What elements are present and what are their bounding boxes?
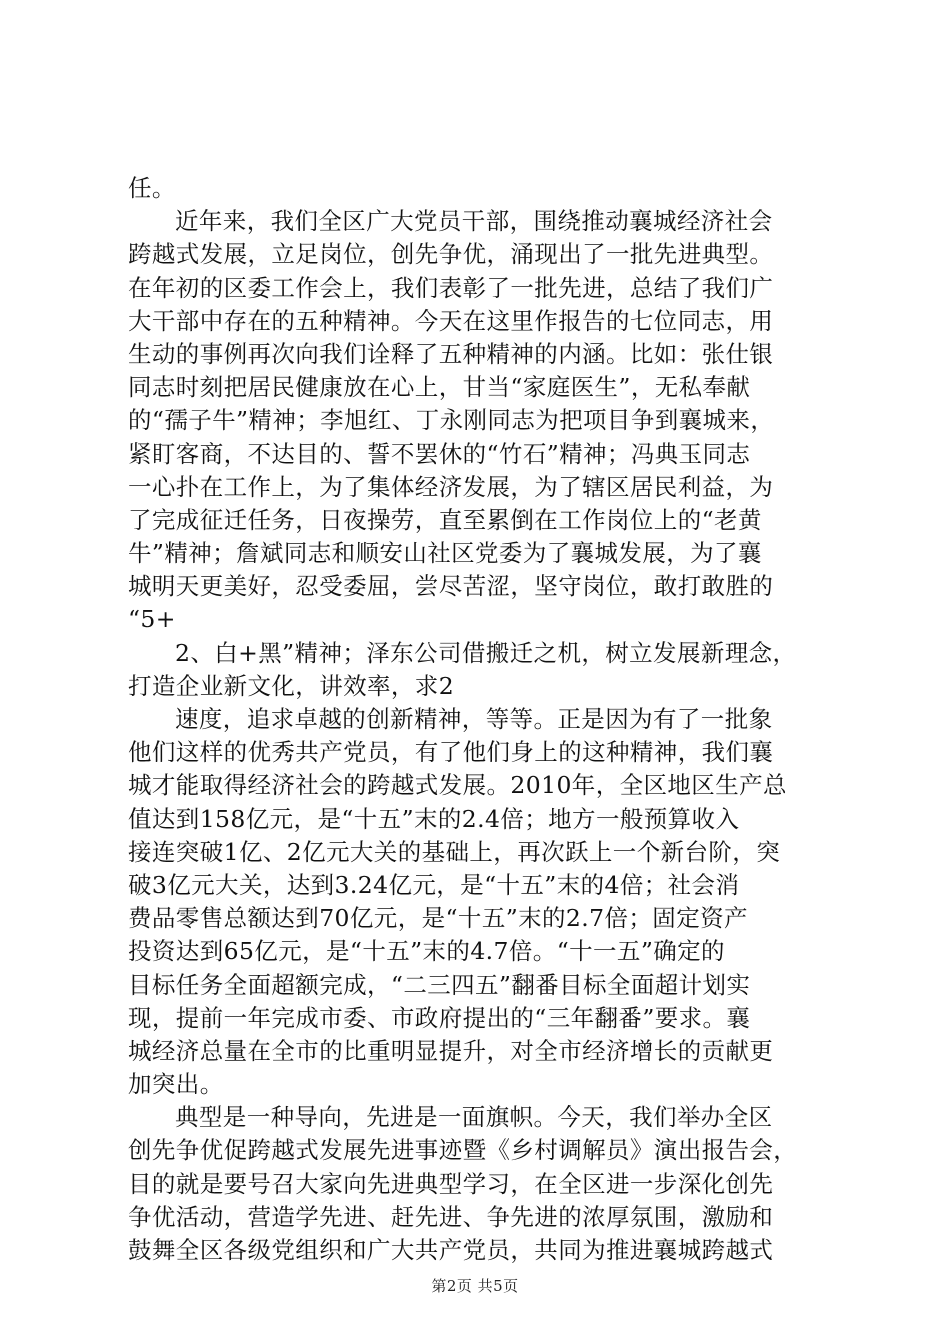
paragraph-start-line: 2、白+黑”精神；泽东公司借搬迁之机，树立发展新理念，: [175, 638, 797, 667]
paragraph-start-line: 近年来，我们全区广大党员干部，围绕推动襄城经济社会: [175, 207, 773, 236]
text-line: 生动的事例再次向我们诠释了五种精神的内涵。比如：张仕银: [128, 339, 774, 368]
text-line: 目的就是要号召大家向先进典型学习，在全区进一步深化创先: [128, 1169, 774, 1198]
text-line: 跨越式发展，立足岗位，创先争优，涌现出了一批先进典型。: [128, 240, 774, 269]
text-line: 牛”精神；詹斌同志和顺安山社区党委为了襄城发展，为了襄: [128, 539, 762, 568]
text-line: 投资达到65亿元，是“十五”末的4.7倍。“十一五”确定的: [128, 937, 725, 966]
text-line: 紧盯客商，不达目的、誓不罢休的“竹石”精神；冯典玉同志: [128, 439, 751, 468]
text-line: 了完成征迁任务，日夜操劳，直至累倒在工作岗位上的“老黄: [128, 505, 762, 534]
text-line: 城经济总量在全市的比重明显提升，对全市经济增长的贡献更: [128, 1036, 774, 1065]
text-line: 值达到158亿元，是“十五”末的2.4倍；地方一般预算收入: [128, 804, 740, 833]
text-line: “5+: [128, 605, 176, 634]
text-line: 加突出。: [128, 1070, 224, 1099]
text-line: 大干部中存在的五种精神。今天在这里作报告的七位同志，用: [128, 306, 774, 335]
text-line: 接连突破1亿、2亿元大关的基础上，再次跃上一个新台阶，突: [128, 837, 781, 866]
text-line: 现，提前一年完成市委、市政府提出的“三年翻番”要求。襄: [128, 1003, 751, 1032]
body-text: [128, 172, 828, 1267]
text-line: 一心扑在工作上，为了集体经济发展，为了辖区居民利益，为: [128, 472, 774, 501]
paragraph-start-line: 速度，追求卓越的创新精神，等等。正是因为有了一批象: [175, 705, 773, 733]
text-line: 在年初的区委工作会上，我们表彰了一批先进，总结了我们广: [128, 273, 774, 302]
paragraph-start-line: 典型是一种导向，先进是一面旗帜。今天，我们举办全区: [175, 1103, 773, 1132]
text-line: 同志时刻把居民健康放在心上，甘当“家庭医生”，无私奉献: [128, 373, 751, 402]
page-footer: 第2页 共5页: [431, 1277, 519, 1295]
text-line: 城明天更美好，忍受委屈，尝尽苦涩，坚守岗位，敢打敢胜的: [128, 572, 774, 601]
text-line: 争优活动，营造学先进、赶先进、争先进的浓厚氛围，激励和: [128, 1202, 774, 1231]
text-line: 的“孺子牛”精神；李旭红、丁永刚同志为把项目争到襄城来，: [128, 406, 775, 435]
text-line: 目标任务全面超额完成，“二三四五”翻番目标全面超计划实: [128, 970, 751, 999]
text-line: 创先争优促跨越式发展先进事迹暨《乡村调解员》演出报告会，: [128, 1136, 798, 1165]
text-line: 费品零售总额达到70亿元，是“十五”末的2.7倍；固定资产: [128, 904, 748, 933]
text-line: 破3亿元大关，达到3.24亿元，是“十五”末的4倍；社会消: [128, 870, 740, 899]
text-line: 他们这样的优秀共产党员，有了他们身上的这种精神，我们襄: [128, 738, 774, 767]
text-line: 任。: [128, 174, 176, 202]
text-line: 打造企业新文化，讲效率，求2: [128, 671, 455, 700]
text-line: 鼓舞全区各级党组织和广大共产党员，共同为推进襄城跨越式: [128, 1236, 774, 1264]
text-line: 城才能取得经济社会的跨越式发展。2010年，全区地区生产总: [128, 771, 787, 800]
